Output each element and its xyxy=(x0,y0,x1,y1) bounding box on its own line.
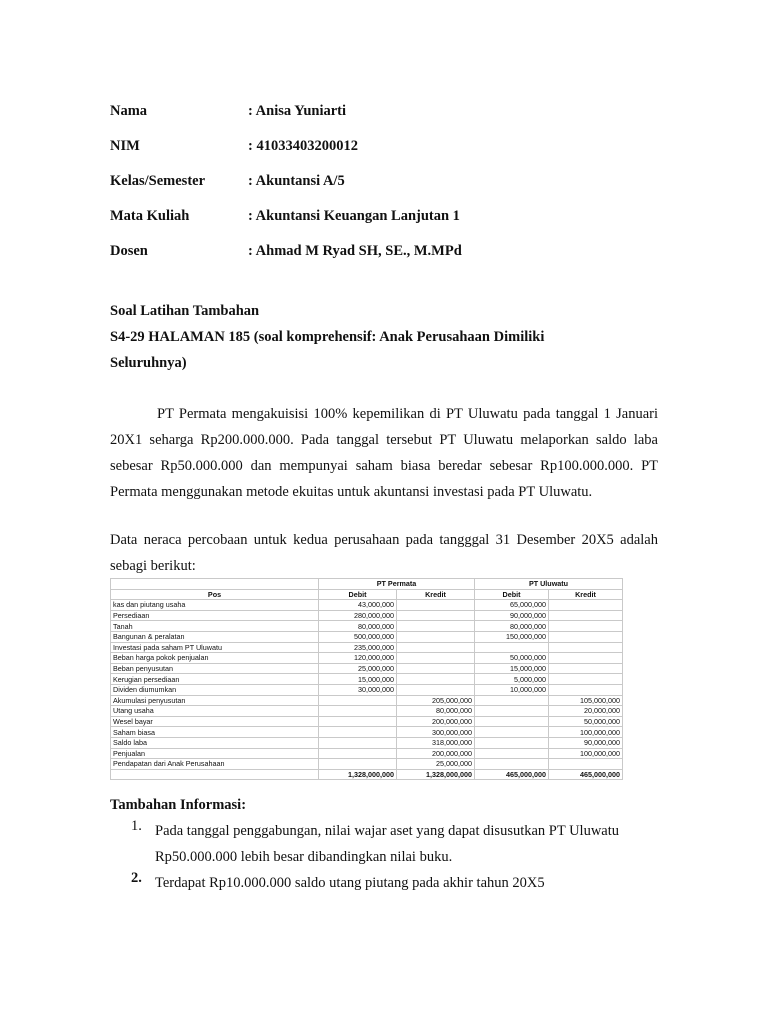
cell-amount: 65,000,000 xyxy=(475,600,549,611)
cell-pos: Wesel bayar xyxy=(111,716,319,727)
cell-amount xyxy=(549,684,623,695)
info-item-text: Terdapat Rp10.000.000 saldo utang piutang pada akhir tahun 20X5 xyxy=(155,875,545,891)
cell-pos: Saldo laba xyxy=(111,737,319,748)
cell-pos: Bangunan & peralatan xyxy=(111,631,319,642)
cell-total: 1,328,000,000 xyxy=(397,769,475,780)
cell-amount: 280,000,000 xyxy=(319,610,397,621)
cell-amount xyxy=(549,642,623,653)
cell-amount: 80,000,000 xyxy=(319,621,397,632)
cell-amount xyxy=(549,621,623,632)
cell-amount xyxy=(475,716,549,727)
cell-amount xyxy=(397,631,475,642)
value-dosen: : Ahmad M Ryad SH, SE., M.MPd xyxy=(248,243,462,259)
cell-pos: kas dan piutang usaha xyxy=(111,600,319,611)
cell-total: 1,328,000,000 xyxy=(319,769,397,780)
cell-amount xyxy=(549,610,623,621)
label-dosen: Dosen xyxy=(110,243,148,259)
table-row xyxy=(111,759,623,770)
col-kredit-2-header: Kredit xyxy=(549,589,623,600)
table-row xyxy=(111,653,623,664)
value-nama: : Anisa Yuniarti xyxy=(248,103,347,119)
cell-amount xyxy=(475,642,549,653)
info-title: Tambahan Informasi: xyxy=(110,797,247,813)
cell-amount: 50,000,000 xyxy=(475,653,549,664)
cell-amount: 5,000,000 xyxy=(475,674,549,685)
cell-amount xyxy=(475,759,549,770)
cell-amount xyxy=(549,631,623,642)
cell-amount xyxy=(319,695,397,706)
section-subtitle-1: S4-29 HALAMAN 185 (soal komprehensif: Anak Perusahaan Dimiliki xyxy=(110,329,545,345)
cell-pos: Tanah xyxy=(111,621,319,632)
col-kredit-1-header: Kredit xyxy=(397,589,475,600)
cell-amount xyxy=(397,600,475,611)
cell-amount: 80,000,000 xyxy=(397,706,475,717)
cell-amount: 50,000,000 xyxy=(549,716,623,727)
cell-amount xyxy=(475,706,549,717)
cell-amount: 300,000,000 xyxy=(397,727,475,738)
cell-amount: 10,000,000 xyxy=(475,684,549,695)
cell-amount: 80,000,000 xyxy=(475,621,549,632)
cell-amount xyxy=(319,706,397,717)
cell-amount xyxy=(397,674,475,685)
cell-amount xyxy=(319,716,397,727)
col-debit-1-header: Debit xyxy=(319,589,397,600)
col-debit-2-header: Debit xyxy=(475,589,549,600)
cell-amount: 120,000,000 xyxy=(319,653,397,664)
info-item-number: 1. xyxy=(131,818,142,834)
col-pos-header: Pos xyxy=(111,589,319,600)
cell-amount xyxy=(319,737,397,748)
cell-amount xyxy=(397,642,475,653)
cell-amount: 20,000,000 xyxy=(549,706,623,717)
cell-pos: Investasi pada saham PT Uluwatu xyxy=(111,642,319,653)
cell-amount: 235,000,000 xyxy=(319,642,397,653)
cell-amount: 15,000,000 xyxy=(319,674,397,685)
table-row xyxy=(111,716,623,727)
cell-pos: Dividen diumumkan xyxy=(111,684,319,695)
value-matkul: : Akuntansi Keuangan Lanjutan 1 xyxy=(248,208,460,224)
cell-amount xyxy=(549,600,623,611)
label-matkul: Mata Kuliah xyxy=(110,208,190,224)
section-subtitle-2: Seluruhnya) xyxy=(110,355,187,371)
cell-total: 465,000,000 xyxy=(549,769,623,780)
table-row xyxy=(111,610,623,621)
table-total-row xyxy=(111,769,623,780)
table-row xyxy=(111,695,623,706)
cell-amount xyxy=(397,621,475,632)
table-row xyxy=(111,737,623,748)
table-row xyxy=(111,663,623,674)
cell-amount: 90,000,000 xyxy=(549,737,623,748)
value-kelas: : Akuntansi A/5 xyxy=(248,173,345,189)
table-row xyxy=(111,706,623,717)
section-title: Soal Latihan Tambahan xyxy=(110,303,260,319)
cell-amount xyxy=(397,610,475,621)
cell-amount xyxy=(475,695,549,706)
info-item-text: Pada tanggal penggabungan, nilai wajar aset yang dapat disusutkan PT Uluwatu Rp50.000.000 lebih besar dibandingkan nilai buku. xyxy=(155,823,620,865)
cell-amount xyxy=(549,663,623,674)
cell-amount xyxy=(475,727,549,738)
cell-amount xyxy=(319,727,397,738)
cell-amount: 90,000,000 xyxy=(475,610,549,621)
cell-total: 465,000,000 xyxy=(475,769,549,780)
cell-amount xyxy=(549,653,623,664)
cell-pos: Penjualan xyxy=(111,748,319,759)
table-row xyxy=(111,631,623,642)
label-kelas: Kelas/Semester xyxy=(110,173,206,189)
cell-amount xyxy=(397,684,475,695)
cell-pos: Beban harga pokok penjualan xyxy=(111,653,319,664)
cell-amount: 318,000,000 xyxy=(397,737,475,748)
table-row xyxy=(111,748,623,759)
cell-pos: Beban penyusutan xyxy=(111,663,319,674)
value-nim: : 41033403200012 xyxy=(248,138,358,154)
cell-pos: Pendapatan dari Anak Perusahaan xyxy=(111,759,319,770)
table-row xyxy=(111,621,623,632)
cell-amount: 205,000,000 xyxy=(397,695,475,706)
cell-amount: 500,000,000 xyxy=(319,631,397,642)
cell-pos: Akumulasi penyusutan xyxy=(111,695,319,706)
cell-amount xyxy=(475,737,549,748)
table-row xyxy=(111,674,623,685)
trial-balance-table xyxy=(110,578,622,780)
cell-amount: 30,000,000 xyxy=(319,684,397,695)
table-row xyxy=(111,600,623,611)
info-item-number: 2. xyxy=(131,870,142,886)
cell-amount xyxy=(475,748,549,759)
table-row xyxy=(111,684,623,695)
label-nama: Nama xyxy=(110,103,148,119)
cell-amount xyxy=(397,663,475,674)
company-1-header: PT Permata xyxy=(319,579,475,590)
cell-pos: Saham biasa xyxy=(111,727,319,738)
cell-pos: Persediaan xyxy=(111,610,319,621)
cell-amount: 200,000,000 xyxy=(397,716,475,727)
cell-pos: Kerugian persediaan xyxy=(111,674,319,685)
table-company-header xyxy=(111,579,623,590)
label-nim: NIM xyxy=(110,138,140,154)
cell-amount xyxy=(319,759,397,770)
cell-amount: 105,000,000 xyxy=(549,695,623,706)
cell-amount: 200,000,000 xyxy=(397,748,475,759)
table-row xyxy=(111,642,623,653)
table-row xyxy=(111,727,623,738)
cell-amount: 100,000,000 xyxy=(549,727,623,738)
cell-amount: 25,000,000 xyxy=(397,759,475,770)
cell-amount: 25,000,000 xyxy=(319,663,397,674)
cell-amount xyxy=(549,674,623,685)
cell-pos: Utang usaha xyxy=(111,706,319,717)
cell-amount xyxy=(397,653,475,664)
company-2-header: PT Uluwatu xyxy=(475,579,623,590)
cell-amount: 150,000,000 xyxy=(475,631,549,642)
cell-amount xyxy=(549,759,623,770)
paragraph-1: PT Permata mengakuisisi 100% kepemilikan di PT Uluwatu pada tanggal 1 Januari 20X1 seharga Rp200.000.000. Pada tanggal tersebut PT Uluwatu melaporkan saldo laba sebesar Rp50.000.000 dan mempunyai saham biasa beredar sebesar Rp100.000.000. PT Permata menggunakan metode ekuitas untuk akuntansi investasi pada PT Uluwatu. xyxy=(110,406,658,500)
cell-amount xyxy=(319,748,397,759)
paragraph-2: Data neraca percobaan untuk kedua perusahaan pada tangggal 31 Desember 20X5 adalah sebagi berikut: xyxy=(110,532,658,574)
table-column-header xyxy=(111,589,623,600)
cell-amount: 100,000,000 xyxy=(549,748,623,759)
cell-amount: 15,000,000 xyxy=(475,663,549,674)
cell-amount: 43,000,000 xyxy=(319,600,397,611)
